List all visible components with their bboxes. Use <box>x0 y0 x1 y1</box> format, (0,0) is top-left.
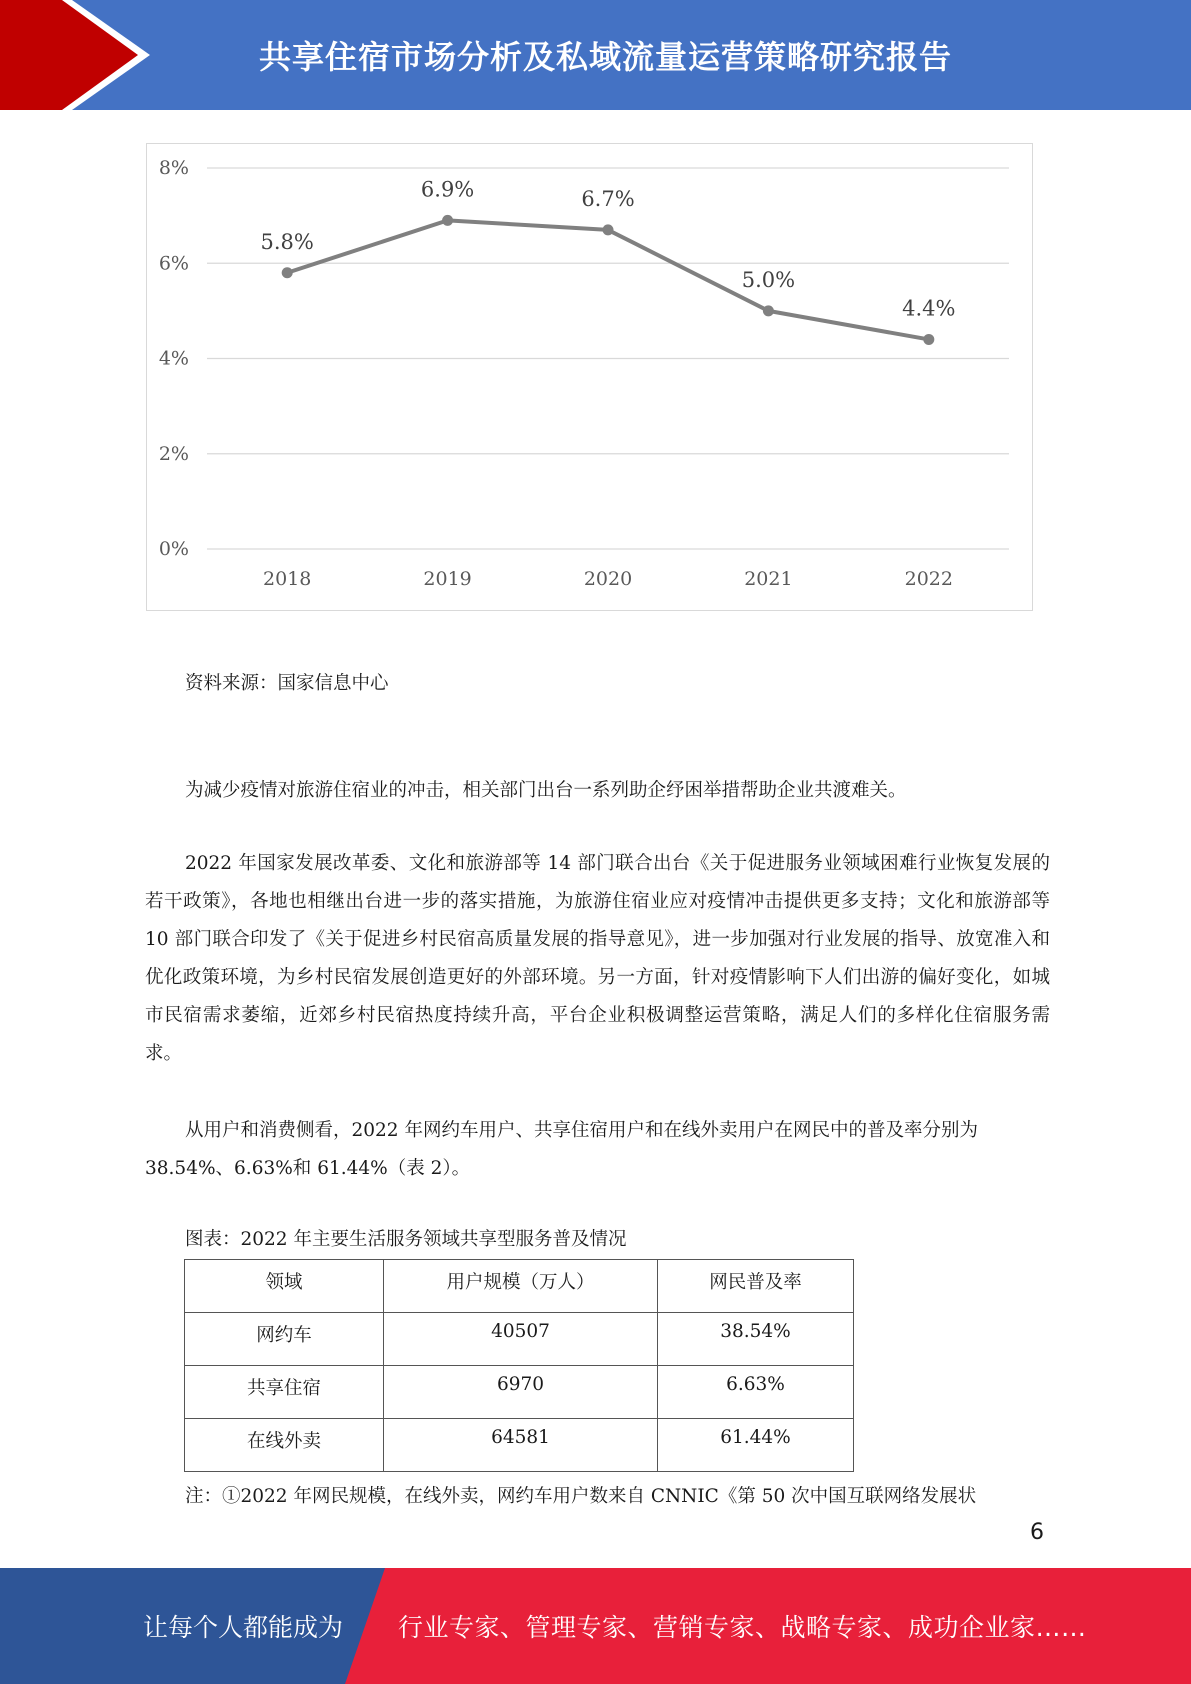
chart-canvas <box>147 144 1033 611</box>
table-header-row <box>185 1260 854 1313</box>
service-penetration-table <box>184 1259 854 1472</box>
x-tick-label: 2019 <box>423 568 472 590</box>
table-cell: 6970 <box>384 1366 658 1419</box>
table-cell: 在线外卖 <box>185 1419 384 1472</box>
footer-slogan-left: 让每个人都能成为 <box>143 1613 344 1642</box>
data-point <box>923 334 934 345</box>
table-cell: 61.44% <box>658 1419 854 1472</box>
data-point <box>763 305 774 316</box>
y-tick-label: 8% <box>158 157 189 179</box>
page-header <box>0 0 1191 110</box>
page-footer <box>0 1568 1191 1684</box>
y-tick-label: 0% <box>158 538 189 560</box>
report-title: 共享住宿市场分析及私域流量运营策略研究报告 <box>258 38 952 76</box>
table-cell: 38.54% <box>658 1313 854 1366</box>
data-label: 6.9% <box>420 177 475 202</box>
data-label: 5.8% <box>260 229 314 254</box>
x-tick-label: 2021 <box>744 568 793 590</box>
data-point <box>282 267 293 278</box>
table-caption: 图表：2022 年主要生活服务领域共享型服务普及情况 <box>185 1229 627 1250</box>
header-cell: 网民普及率 <box>658 1260 854 1313</box>
data-label: 5.0% <box>741 267 796 292</box>
x-tick-label: 2020 <box>583 568 633 590</box>
table-note: 注：①2022 年网民规模，在线外卖，网约车用户数来自 CNNIC《第 50 次中国互联网络发展状 <box>185 1486 977 1507</box>
header-cell: 领域 <box>185 1260 384 1313</box>
paragraph-1: 为减少疫情对旅游住宿业的冲击，相关部门出台一系列助企纾困举措帮助企业共渡难关。 <box>185 780 907 801</box>
line-chart <box>146 143 1033 611</box>
table-cell: 6.63% <box>658 1366 854 1419</box>
data-point <box>603 224 614 235</box>
y-tick-label: 2% <box>158 442 189 465</box>
footer-slogan-right: 行业专家、管理专家、营销专家、战略专家、成功企业家…… <box>398 1613 1087 1642</box>
header-cell: 用户规模（万人） <box>384 1260 658 1313</box>
table-cell: 网约车 <box>185 1313 384 1366</box>
data-label: 6.7% <box>581 186 635 211</box>
table-cell: 64581 <box>384 1419 658 1472</box>
data-label: 4.4% <box>902 296 956 321</box>
data-point <box>442 215 453 226</box>
chart-source: 资料来源：国家信息中心 <box>185 673 389 694</box>
y-tick-label: 6% <box>158 252 189 275</box>
table-row <box>185 1313 854 1366</box>
x-tick-label: 2018 <box>263 568 312 590</box>
series-line <box>287 220 929 339</box>
table-row <box>185 1419 854 1472</box>
y-tick-label: 4% <box>158 347 189 370</box>
table-row <box>185 1366 854 1419</box>
paragraph-2: 2022 年国家发展改革委、文化和旅游部等 14 部门联合出台《关于促进服务业领域困难行业恢复发展的若干政策》，各地也相继出台进一步的落实措施，为旅游住宿业应对疫情冲击提供更多支持；文化和旅游部等 10 部门联合印发了《关于促进乡村民宿高质量发展的指导意见》，进一步加强对行业发展的指导、放宽准入和优化政策环境，为乡村民宿发展创造更好的外部环境。另一方面，针对疫情影响下人们出游的偏好变化，如城市民宿需求萎缩，近郊乡村民宿热度持续升高，平台企业积极调整运营策略，满足人们的多样化住宿服务需求。 <box>145 853 1050 1064</box>
page-number: 6 <box>1030 1520 1044 1545</box>
table-cell: 40507 <box>384 1313 658 1366</box>
table-cell: 共享住宿 <box>185 1366 384 1419</box>
x-tick-label: 2022 <box>904 568 953 590</box>
paragraph-3: 从用户和消费侧看，2022 年网约车用户、共享住宿用户和在线外卖用户在网民中的普及率分别为 38.54%、6.63%和 61.44%（表 2）。 <box>145 1120 978 1179</box>
